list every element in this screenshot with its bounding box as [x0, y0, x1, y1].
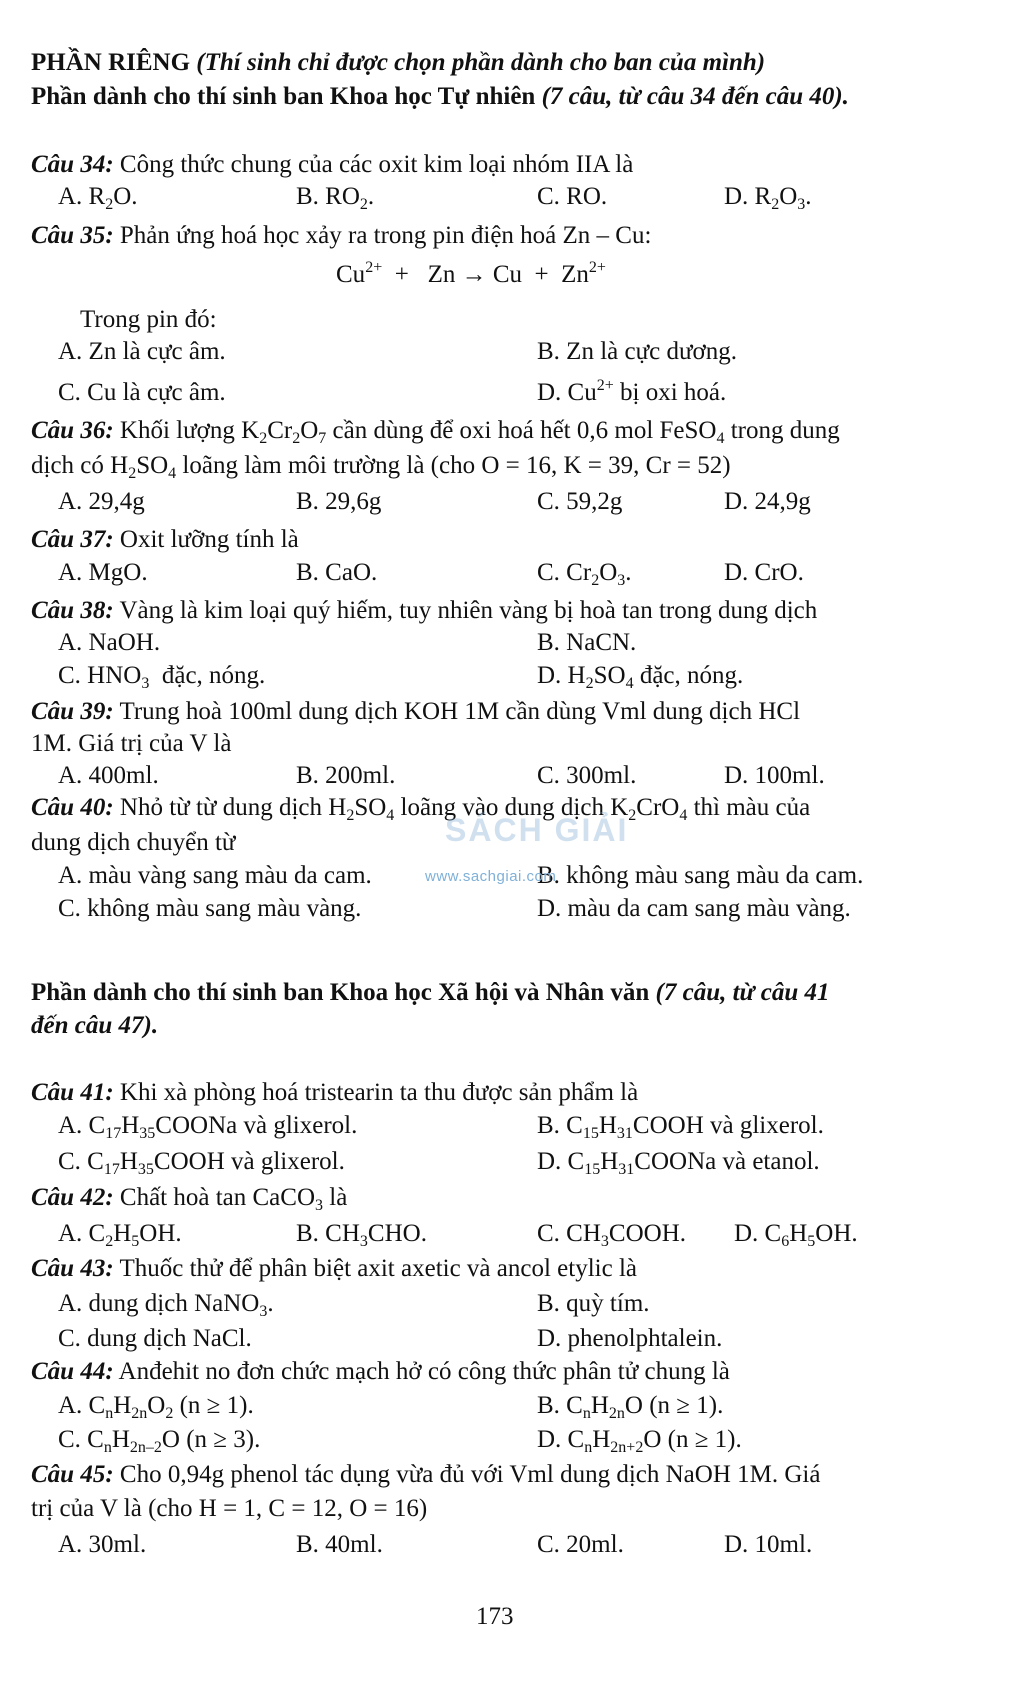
- q37-option-b: B. CaO.: [296, 559, 378, 586]
- q42-option-b: B. $CH_3CHO$.: [296, 1220, 427, 1250]
- q34-option-d: D. $R_2O_3$.: [724, 183, 812, 213]
- q42-option-d: D. $C_6H_5OH$.: [734, 1220, 858, 1250]
- q40-option-b: B. không màu sang màu da cam.: [537, 862, 864, 889]
- question-label: Câu 37:: [31, 526, 114, 553]
- q37-option-a: A. MgO.: [58, 559, 148, 586]
- question-text: Anđehit no đơn chức mạch hở có công thức phân tử chung là: [118, 1358, 730, 1385]
- question-40-cont: dung dịch chuyển từ: [31, 829, 236, 856]
- q43-option-b: B. quỳ tím.: [537, 1290, 650, 1317]
- question-label: Câu 41:: [31, 1079, 114, 1106]
- question-label: Câu 40:: [31, 794, 114, 821]
- q45-option-d: D. 10ml.: [724, 1531, 813, 1558]
- q41-option-d: D. $C_{15}H_{31}COONa$ và etanol.: [537, 1148, 820, 1178]
- q34-option-b: B. $RO_2$.: [296, 183, 375, 213]
- q40-option-a: A. màu vàng sang màu da cam.: [58, 862, 372, 889]
- section2-range: (7 câu, từ câu 41: [655, 979, 830, 1006]
- question-text: Vàng là kim loại quý hiếm, tuy nhiên vàng bị hoà tan trong dung dịch: [119, 597, 818, 624]
- q39-option-b: B. 200ml.: [296, 762, 396, 789]
- q44-option-d: D. $C_nH_{2n+2}O$ (n ≥ 1).: [537, 1426, 742, 1456]
- question-41: [31, 1078, 638, 1108]
- page-number: 173: [476, 1603, 514, 1630]
- q40-option-c: C. không màu sang màu vàng.: [58, 895, 362, 922]
- q36-option-d: D. 24,9g: [724, 488, 811, 515]
- q43-option-a: A. dung dịch NaNO$_3$.: [58, 1290, 274, 1320]
- q38-option-d: D. $H_2SO_4$ đặc, nóng.: [537, 662, 744, 692]
- section2-title: Phần dành cho thí sinh ban Khoa học Xã hội và Nhân văn: [31, 979, 650, 1006]
- part-title: PHẦN RIÊNG: [31, 49, 191, 76]
- question-35: [31, 221, 651, 251]
- q35-option-d: D. $Cu^{2+}$ bị oxi hoá.: [537, 377, 727, 406]
- q35-option-c: C. Cu là cực âm.: [58, 379, 226, 406]
- part-heading: [31, 48, 765, 78]
- q45-option-a: A. 30ml.: [58, 1531, 147, 1558]
- question-36-cont: dịch có $H_2SO_4$ loãng làm môi trường là (cho O = 16, K = 39, Cr = 52): [31, 452, 731, 482]
- question-label: Câu 35:: [31, 222, 114, 249]
- q43-option-d: D. phenolphtalein.: [537, 1325, 723, 1352]
- question-label: Câu 44:: [31, 1358, 114, 1385]
- question-text: Phản ứng hoá học xảy ra trong pin điện hoá Zn – Cu:: [119, 222, 652, 249]
- question-34: [31, 150, 633, 180]
- q35-option-a: A. Zn là cực âm.: [58, 338, 226, 365]
- section1-heading: [31, 82, 849, 112]
- question-text: Thuốc thử để phân biệt axit axetic và ancol etylic là: [119, 1255, 637, 1282]
- q35-equation: $Cu^{2+} + Zn \to Cu + Zn^{2+}$: [336, 259, 606, 288]
- question-text: Công thức chung của các oxit kim loại nhóm IIA là: [119, 151, 634, 178]
- q45-option-b: B. 40ml.: [296, 1531, 383, 1558]
- watermark-logo: SÁCH GIẢI: [445, 812, 629, 848]
- question-43: [31, 1254, 637, 1284]
- q36-option-c: C. 59,2g: [537, 488, 623, 515]
- watermark-url: www.sachgiai.com: [425, 868, 557, 885]
- section2-heading: [31, 978, 830, 1008]
- q44-option-a: A. $C_nH_{2n}O_2$ (n ≥ 1).: [58, 1392, 254, 1422]
- q42-option-c: C. $CH_3COOH$.: [537, 1220, 686, 1250]
- q40-option-d: D. màu da cam sang màu vàng.: [537, 895, 851, 922]
- question-text: Cho 0,94g phenol tác dụng vừa đủ với Vml dung dịch NaOH 1M. Giá: [119, 1461, 821, 1488]
- section1-range: (7 câu, từ câu 34 đến câu 40).: [541, 83, 849, 110]
- question-37: [31, 525, 299, 555]
- q41-option-b: B. $C_{15}H_{31}COOH$ và glixerol.: [537, 1112, 824, 1142]
- question-label: Câu 39:: [31, 698, 114, 725]
- question-label: Câu 43:: [31, 1255, 114, 1282]
- question-text: Trung hoà 100ml dung dịch KOH 1M cần dùng Vml dung dịch HCl: [119, 698, 801, 725]
- q38-option-c: C. $HNO_3$ đặc, nóng.: [58, 662, 266, 692]
- q41-option-a: A. $C_{17}H_{35}COONa$ và glixerol.: [58, 1112, 358, 1142]
- q38-option-a: A. NaOH.: [58, 629, 161, 656]
- question-label: Câu 38:: [31, 597, 114, 624]
- q37-option-c: C. $Cr_2O_3$.: [537, 559, 632, 589]
- q39-option-c: C. 300ml.: [537, 762, 637, 789]
- q42-option-a: A. $C_2H_5OH$.: [58, 1220, 182, 1250]
- question-label: Câu 45:: [31, 1461, 114, 1488]
- question-label: Câu 42:: [31, 1184, 114, 1211]
- q41-option-c: C. $C_{17}H_{35}COOH$ và glixerol.: [58, 1148, 345, 1178]
- question-45-cont: trị của V là (cho H = 1, C = 12, O = 16): [31, 1495, 428, 1522]
- q43-option-c: C. dung dịch NaCl.: [58, 1325, 252, 1352]
- q44-option-b: B. $C_nH_{2n}O$ (n ≥ 1).: [537, 1392, 724, 1422]
- q38-option-b: B. NaCN.: [537, 629, 637, 656]
- question-text: Oxit lưỡng tính là: [119, 526, 299, 553]
- q39-option-d: D. 100ml.: [724, 762, 825, 789]
- question-42: Câu 42: Chất hoà tan CaCO$_3$ là: [31, 1184, 348, 1214]
- question-text: Khi xà phòng hoá tristearin ta thu được sản phẩm là: [119, 1079, 639, 1106]
- q35-option-b: B. Zn là cực dương.: [537, 338, 737, 365]
- q36-option-b: B. 29,6g: [296, 488, 382, 515]
- question-label: Câu 36:: [31, 417, 114, 444]
- section1-title: Phần dành cho thí sinh ban Khoa học Tự nhiên: [31, 83, 536, 110]
- section2-range-cont: đến câu 47).: [31, 1012, 159, 1039]
- question-45: [31, 1460, 820, 1490]
- q44-option-c: C. $C_nH_{2n-2}O$ (n ≥ 3).: [58, 1426, 261, 1456]
- q37-option-d: D. CrO.: [724, 559, 804, 586]
- question-38: [31, 596, 817, 626]
- q34-option-a: A. $R_2O$.: [58, 183, 138, 213]
- q36-option-a: A. 29,4g: [58, 488, 145, 515]
- q39-option-a: A. 400ml.: [58, 762, 159, 789]
- question-39: [31, 697, 800, 727]
- q35-intro: Trong pin đó:: [80, 306, 217, 333]
- question-39-cont: 1M. Giá trị của V là: [31, 730, 232, 757]
- q45-option-c: C. 20ml.: [537, 1531, 624, 1558]
- question-36: Câu 36: Khối lượng $K_2Cr_2O_7$ cần dùng để oxi hoá hết 0,6 mol FeSO$_4$ trong dung: [31, 417, 840, 447]
- part-subtitle: (Thí sinh chỉ được chọn phần dành cho ban của mình): [196, 49, 766, 76]
- question-label: Câu 34:: [31, 151, 114, 178]
- q34-option-c: C. RO.: [537, 183, 608, 210]
- question-40: Câu 40: Nhỏ từ từ dung dịch $H_2SO_4$ loãng vào dung dịch $K_2CrO_4$ thì màu của: [31, 794, 811, 824]
- question-44: [31, 1357, 730, 1387]
